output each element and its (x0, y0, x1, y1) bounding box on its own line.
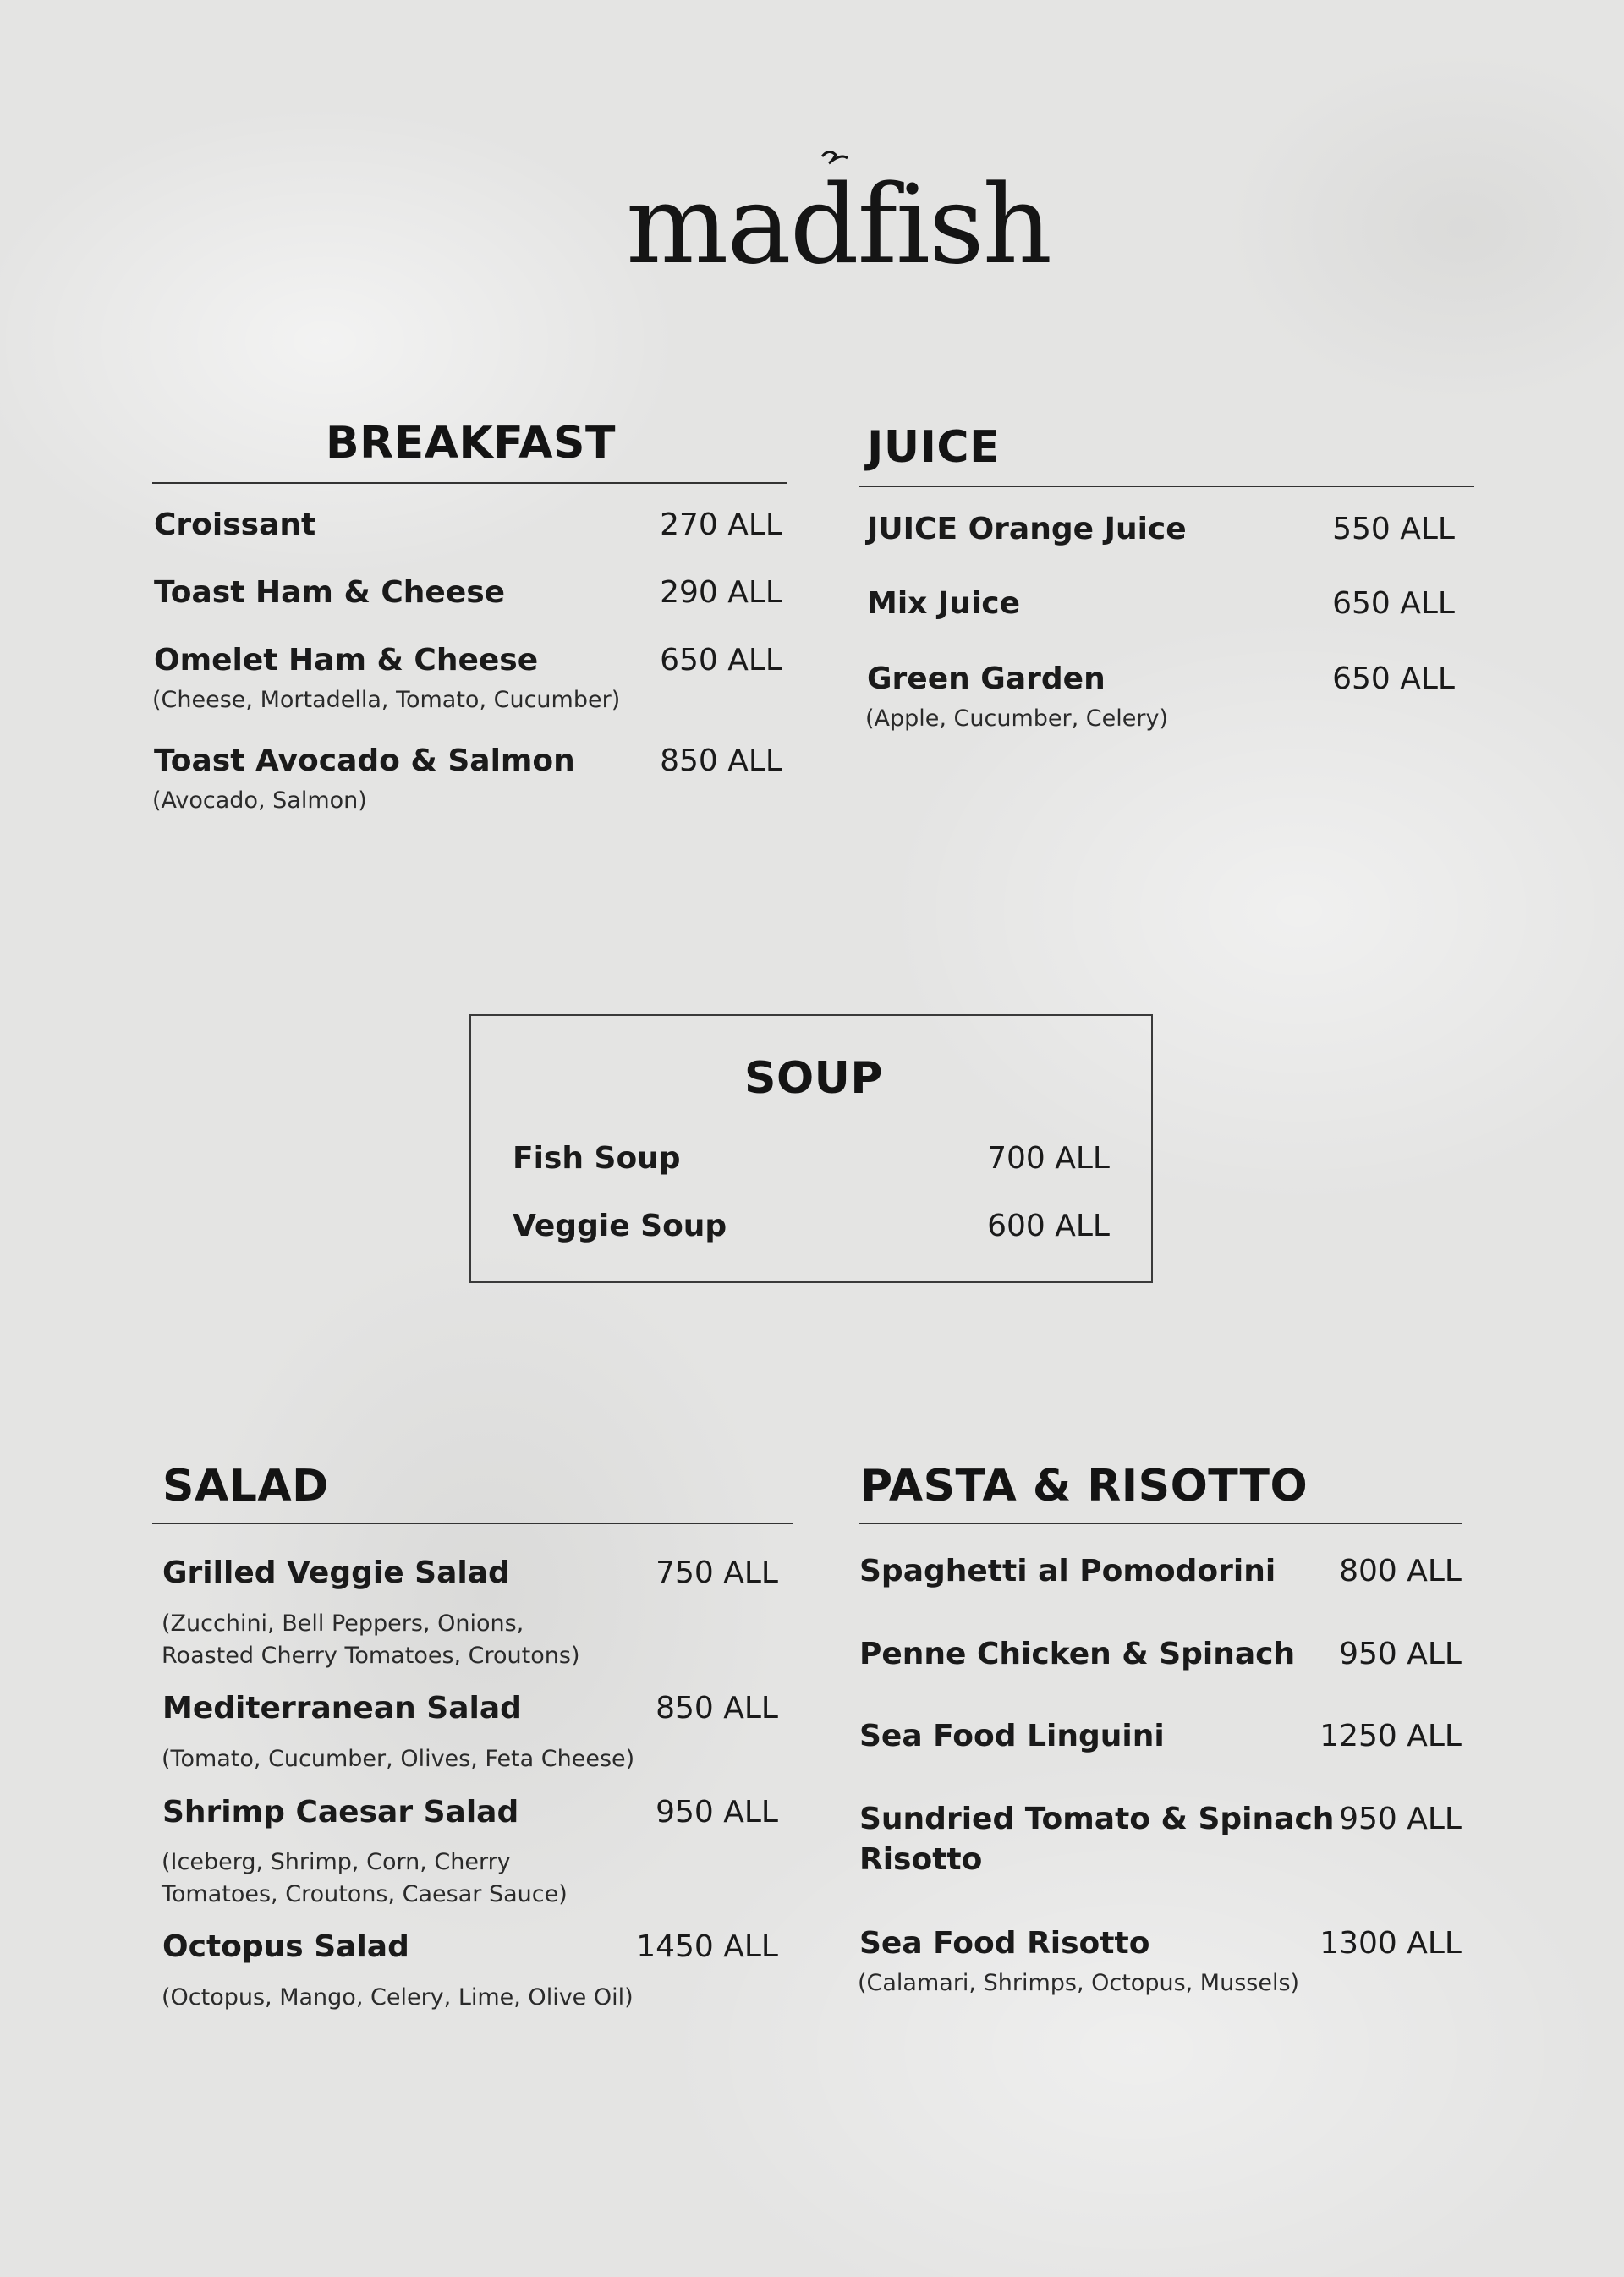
menu-item-price: 700 ALL (987, 1141, 1110, 1176)
pasta-risotto-title: PASTA & RISOTTO (860, 1461, 1309, 1512)
menu-item-name: Shrimp Caesar Salad (162, 1795, 519, 1830)
menu-item-name: Green Garden (867, 661, 1106, 696)
menu-item-price: 1300 ALL (1320, 1926, 1462, 1961)
menu-item-name: Toast Ham & Cheese (154, 575, 506, 610)
menu-item-name: Sea Food Linguini (859, 1719, 1165, 1753)
breakfast-title: BREAKFAST (326, 418, 616, 469)
menu-item-name: Sundried Tomato & Spinach Risotto (859, 1802, 1335, 1877)
menu-item-price: 950 ALL (1339, 1637, 1462, 1671)
pasta-risotto-divider (859, 1523, 1462, 1524)
soup-title: SOUP (744, 1053, 883, 1104)
menu-item-price: 800 ALL (1339, 1554, 1462, 1588)
breakfast-divider (152, 482, 787, 484)
logo-text: madfish (626, 162, 1051, 288)
menu-item-description: (Apple, Cucumber, Celery) (865, 705, 1168, 732)
menu-item-description: (Cheese, Mortadella, Tomato, Cucumber) (152, 687, 621, 713)
fish-tail-icon (822, 151, 848, 163)
menu-item-price: 1250 ALL (1320, 1719, 1462, 1753)
menu-item-name: Croissant (154, 508, 316, 542)
menu-item-description: (Iceberg, Shrimp, Corn, Cherry Tomatoes, Croutons, Caesar Sauce) (162, 1849, 568, 1907)
menu-item-price: 600 ALL (987, 1209, 1110, 1243)
madfish-logo (626, 144, 1051, 313)
menu-item-name: Mediterranean Salad (162, 1691, 522, 1726)
menu-item-name: Veggie Soup (513, 1209, 727, 1243)
logo-wordmark (626, 144, 1051, 313)
juice-divider (859, 486, 1474, 487)
menu-item-price: 650 ALL (1332, 661, 1455, 696)
menu-item-name: Toast Avocado & Salmon (154, 743, 575, 778)
menu-item-description: (Calamari, Shrimps, Octopus, Mussels) (858, 1970, 1300, 1996)
menu-item-description: (Avocado, Salmon) (152, 787, 367, 814)
salad-title: SALAD (162, 1461, 329, 1512)
menu-item-name: Octopus Salad (162, 1929, 409, 1964)
menu-item-name: Omelet Ham & Cheese (154, 643, 539, 678)
menu-item-name: Penne Chicken & Spinach (859, 1637, 1296, 1671)
juice-title: JUICE (867, 422, 1001, 473)
menu-item-name: Fish Soup (513, 1141, 681, 1176)
menu-item-price: 270 ALL (660, 508, 782, 542)
menu-item-description: (Octopus, Mango, Celery, Lime, Olive Oil) (162, 1984, 634, 2011)
menu-item-price: 550 ALL (1332, 512, 1455, 546)
menu-item-description: (Zucchini, Bell Peppers, Onions, Roasted Cherry Tomatoes, Croutons) (162, 1610, 580, 1669)
menu-item-price: 290 ALL (660, 575, 782, 610)
menu-item-name: Mix Juice (867, 586, 1021, 621)
menu-item-price: 950 ALL (1339, 1802, 1462, 1836)
menu-item-price: 950 ALL (656, 1795, 778, 1830)
menu-item-price: 850 ALL (660, 743, 782, 778)
menu-item-price: 650 ALL (660, 643, 782, 678)
salad-divider (152, 1523, 793, 1524)
menu-item-price: 850 ALL (656, 1691, 778, 1726)
menu-item-price: 1450 ALL (636, 1929, 778, 1964)
menu-item-price: 750 ALL (656, 1555, 778, 1590)
menu-item-description: (Tomato, Cucumber, Olives, Feta Cheese) (162, 1746, 635, 1772)
menu-item-name: JUICE Orange Juice (867, 512, 1187, 546)
menu-item-name: Grilled Veggie Salad (162, 1555, 510, 1590)
menu-item-price: 650 ALL (1332, 586, 1455, 621)
menu-item-name: Sea Food Risotto (859, 1926, 1150, 1961)
menu-item-name: Spaghetti al Pomodorini (859, 1554, 1276, 1588)
